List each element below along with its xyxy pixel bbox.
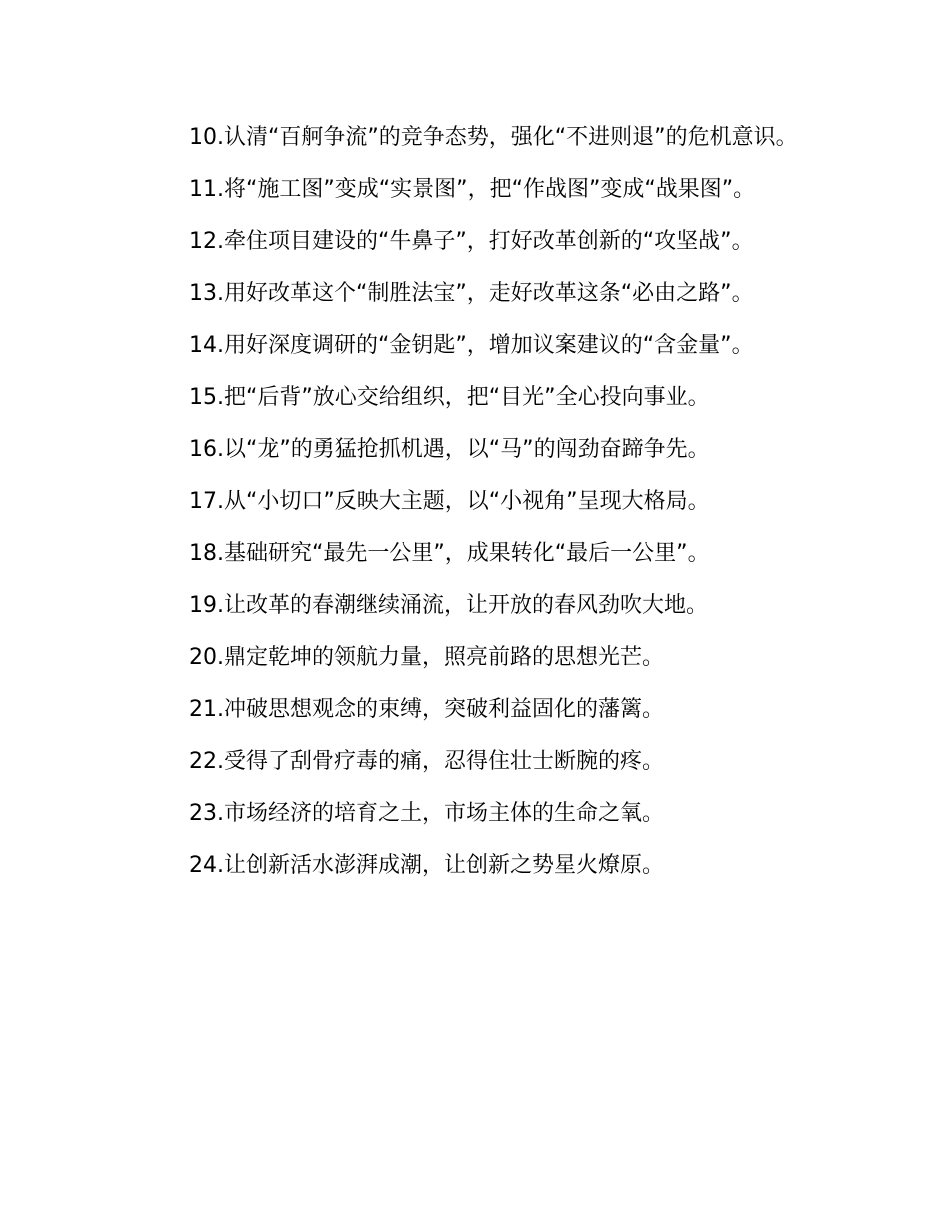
paragraph-22: 22.受得了刮骨疗毒的痛，忍得住壮士断腕的疼。 [189, 749, 664, 774]
paragraph-12: 12.牵住项目建设的“牛鼻子”，打好改革创新的“攻坚战”。 [189, 229, 754, 254]
paragraph-23: 23.市场经济的培育之土，市场主体的生命之氧。 [189, 801, 664, 826]
paragraph-15: 15.把“后背”放心交给组织，把“目光”全心投向事业。 [189, 385, 710, 410]
paragraph-10: 10.认清“百舸争流”的竞争态势，强化“不进则退”的危机意识。 [189, 125, 798, 150]
paragraph-24: 24.让创新活水澎湃成潮，让创新之势星火燎原。 [189, 853, 664, 878]
paragraph-20: 20.鼎定乾坤的领航力量，照亮前路的思想光芒。 [189, 645, 664, 670]
paragraph-18: 18.基础研究“最先一公里”，成果转化“最后一公里”。 [189, 541, 710, 566]
paragraph-11: 11.将“施工图”变成“实景图”，把“作战图”变成“战果图”。 [189, 177, 756, 202]
paragraph-19: 19.让改革的春潮继续涌流，让开放的春风劲吹大地。 [189, 593, 708, 618]
paragraph-21: 21.冲破思想观念的束缚，突破利益固化的藩篱。 [189, 697, 664, 722]
paragraph-14: 14.用好深度调研的“金钥匙”，增加议案建议的“含金量”。 [189, 333, 754, 358]
paragraph-13: 13.用好改革这个“制胜法宝”，走好改革这条“必由之路”。 [189, 281, 754, 306]
paragraph-17: 17.从“小切口”反映大主题，以“小视角”呈现大格局。 [189, 489, 710, 514]
document-body [141, 116, 821, 896]
paragraph-16: 16.以“龙”的勇猛抢抓机遇，以“马”的闯劲奋蹄争先。 [189, 437, 710, 462]
